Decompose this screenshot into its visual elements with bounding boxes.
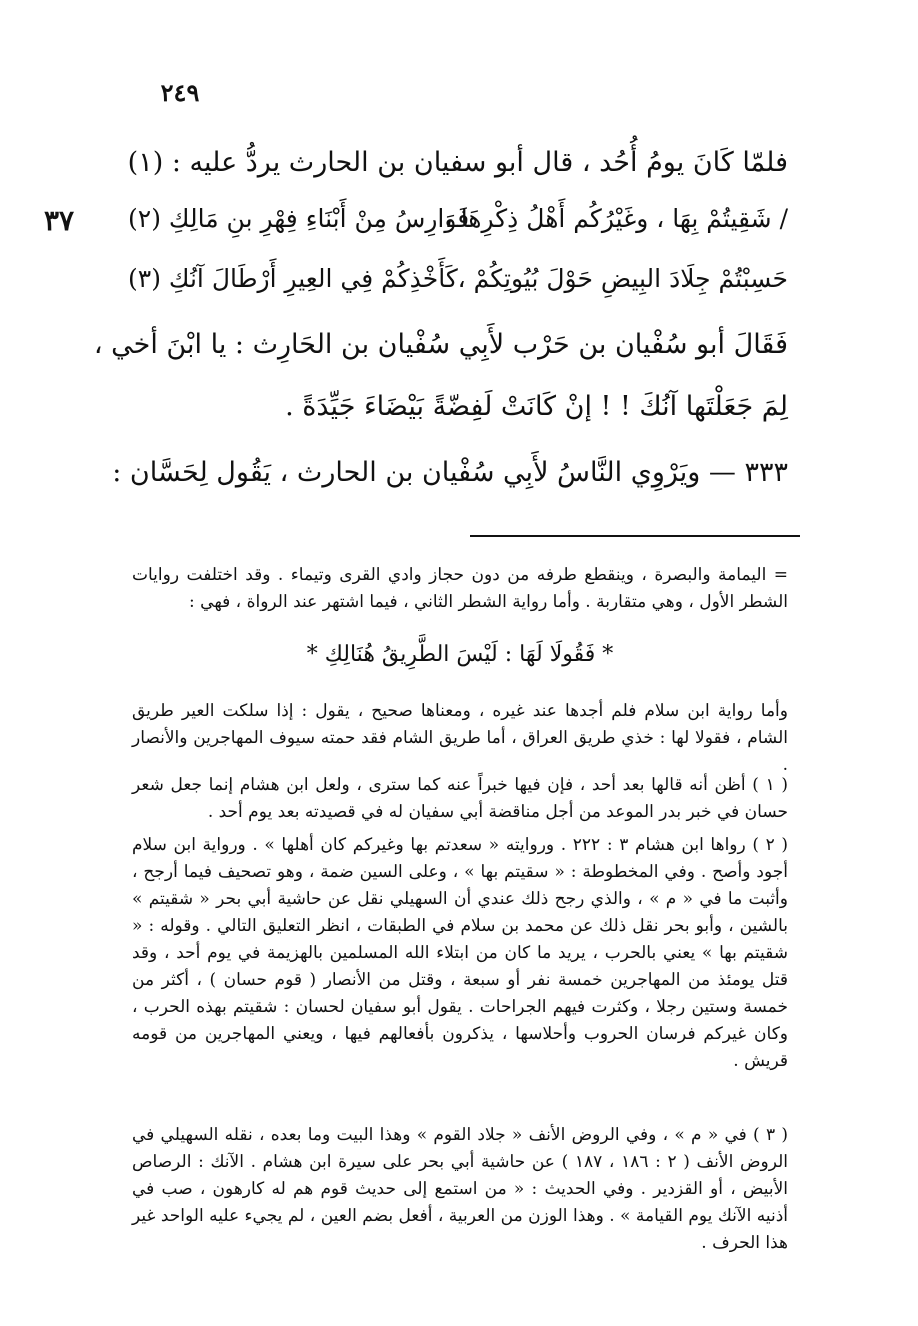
verse-1-first-hemistich: / شَقِيتُمْ بِهَا ، وغَيْرُكُم أَهْلُ ذِكْرِهَا ،: [444, 204, 788, 233]
verse-2-first-hemistich: حَسِبْتُمْ جِلَادَ البِيضِ حَوْلَ بُيُوتِكُمْ ،: [457, 264, 788, 293]
main-line-6: ٣٣٣ — ويَرْوِي النَّاسُ لأَبِي سُفْيان بن الحارث ، يَقُول لِحَسَّان :: [112, 457, 788, 488]
verse-1-second-hemistich: فَوَارِسُ مِنْ أَبْنَاءِ فِهْرِ بنِ مَالِكِ (٢): [128, 204, 470, 233]
verse-2-second-hemistich: كَأَخْذِكُمْ فِي العِيرِ أَرْطَالَ آنُكِ (٣): [128, 264, 458, 293]
footnote-quoted-hemistich: * فَقُولَا لَهَا : لَيْسَ الطَّرِيقُ هُنَالِكِ *: [306, 642, 614, 667]
footnote-divider: [470, 535, 800, 537]
footnote-2: ( ٢ ) رواها ابن هشام ٣ : ٢٢٢ . وروايته « سعدتم بها وغيركم كان أهلها » . ورواية ابن سلام أجود وأصح . وفي المخطوطة : « سقيتم بها » ، وعلى السين ضمة ، وهو تصحيف فيما أرجح ، وأثبت ما في « م » ، والذي رجح ذلك عندي أن السهيلي نقل عن حاشية أبي بحر « شقيتم » بالشين ، وأبو بحر نقل ذلك عن محمد بن سلام في الطبقات ، انظر التعليق التالي . وقوله : « شقيتم بها » يعني بالحرب ، يريد ما كان من ابتلاء الله المسلمين بالهزيمة في يوم أحد ، وقد قتل يومئذ من المهاجرين خمسة نفر أو سبعة ، وقتل من الأنصار ( قوم حسان ) ، أكثر من خمسة وستين رجلا ، وكثرت فيهم الجراحات . يقول أبو سفيان لحسان : شقيتم بهذه الحرب ، وكان غيركم فرسان الحروب وأحلاسها ، يذكرون بأفعالهم فيها ، ويعني المهاجرين من قومه قريش .: [132, 835, 788, 1071]
main-line-1: فلمّا كَانَ يومُ أُحُد ، قال أبو سفيان بن الحارث يردُّ عليه : (١): [127, 147, 788, 178]
main-line-5: لِمَ جَعَلْتَها آنُكَ ! ! إنْ كَانَتْ لَفِضّةً بَيْضَاءَ جَيِّدَةً .: [285, 391, 788, 422]
page-number: ٢٤٩: [160, 78, 200, 107]
footnote-continuation: = اليمامة والبصرة ، وينقطع طرفه من دون حجاز وادي القرى وتيماء . وقد اختلفت روايات الشطر الأول ، وهي متقاربة . وأما رواية الشطر الثاني ، فيما اشتهر عند الرواة ، فهي :: [132, 565, 788, 612]
footnote-1: ( ١ ) أظن أنه قالها بعد أحد ، فإن فيها خبراً عنه كما سترى ، ولعل ابن هشام إنما جعل شعر حسان في خبر بدر الموعد من أجل مناقضة أبي سفيان له في قصيدته بعد يوم أحد .: [132, 775, 788, 822]
footnote-paragraph: وأما رواية ابن سلام فلم أجدها عند غيره ، ومعناها صحيح ، يقول : إذا سلكت العير طريق الشام ، فقولا لها : خذي طريق العراق ، أما طريق الشام فقد حمته سيوف المهاجرين والأنصار .: [132, 701, 788, 775]
margin-number: ٣٧: [44, 204, 75, 237]
footnote-3: ( ٣ ) في « م » ، وفي الروض الأنف « جلاد القوم » وهذا البيت وما بعده ، نقله السهيلي في الروض الأنف ( ٢ : ١٨٦ ، ١٨٧ ) عن حاشية أبي بحر على سيرة ابن هشام . الآنك : الرصاص الأبيض ، أو القزدير . وفي الحديث : « من استمع إلى حديث قوم هم له كارهون ، صب في أذنيه الآنك يوم القيامة » . وهذا الوزن من العربية ، أفعل بضم العين ، لم يجيء عليه الواحد غير هذا الحرف .: [132, 1125, 788, 1253]
main-line-4: فَقَالَ أبو سُفْيان بن حَرْب لأَبِي سُفْيان بن الحَارِث : يا ابْنَ أخي ،: [93, 329, 788, 360]
